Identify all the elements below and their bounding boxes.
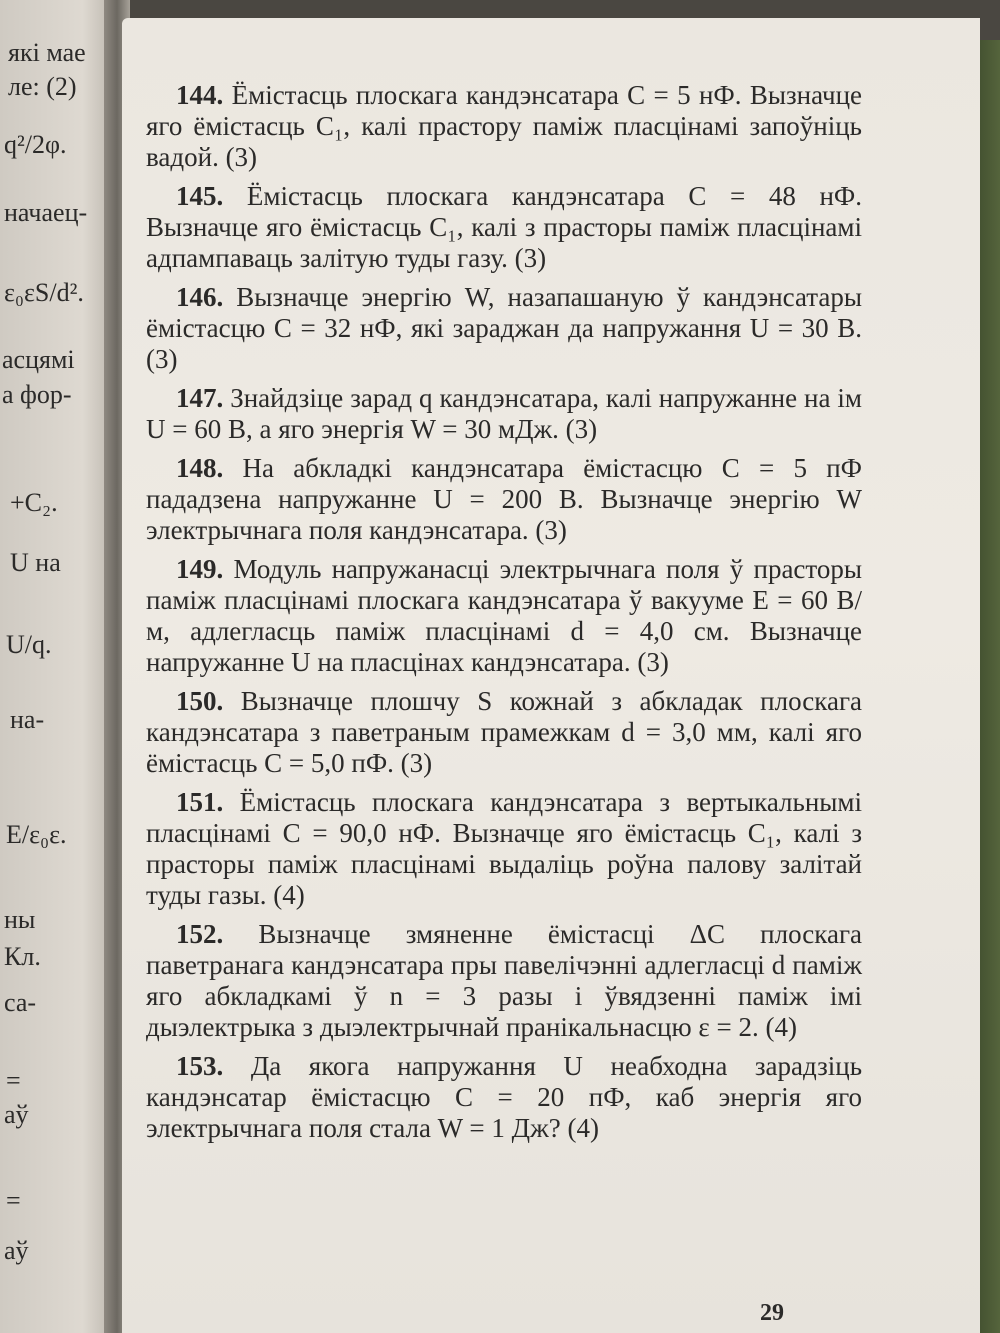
- left-fragment: начаец-: [4, 198, 88, 227]
- problem-number: 153.: [176, 1051, 224, 1081]
- problem-152: [146, 919, 862, 1043]
- problem-150: [146, 686, 862, 779]
- problem-number: 150.: [176, 686, 224, 716]
- problem-text: Знайдзіце зарад q кандэнсатара, калі напружанне на ім U = 60 В, а яго энергія W = 30 мДж. (3): [146, 383, 862, 444]
- left-fragment: ε₀εS/d².: [4, 278, 84, 307]
- problem-number: 147.: [176, 383, 224, 413]
- left-page: [0, 0, 118, 1333]
- problem-144: [146, 80, 862, 173]
- problem-text: Вызначце энергію W, назапашаную ў кандэнсатары ёмістасцю C = 32 нФ, які зараджан да напружання U = 30 В. (3): [146, 282, 863, 374]
- problem-153: [146, 1051, 862, 1144]
- left-fragment: =: [6, 1186, 21, 1215]
- left-fragment: q²/2φ.: [4, 130, 67, 159]
- problem-151: [146, 787, 862, 911]
- left-fragment: са-: [4, 988, 37, 1017]
- problem-text: Вызначце плошчу S кожнай з абкладак плоскага кандэнсатара з паветраным прамежкам d = 3,0 мм, калі яго ёмістасць C = 5,0 пФ. (3): [146, 686, 863, 778]
- problem-list: [146, 80, 862, 1152]
- left-fragment: +C₂.: [10, 488, 58, 517]
- problem-text: Ёмістасць плоскага кандэнсатара C = 48 нФ. Вызначце яго ёмістасць C₁, калі з прасторы паміж пласцінамі адпампаваць залітую туды газу. (3): [146, 181, 862, 273]
- problem-number: 152.: [176, 919, 224, 949]
- problem-145: [146, 181, 862, 274]
- left-fragment: на-: [10, 705, 45, 734]
- left-fragment: аў: [4, 1100, 29, 1129]
- problem-text: Модуль напружанасці электрычнага поля ў прасторы паміж пласцінамі плоскага кандэнсатара ў вакууме E = 60 В/м, адлегласць паміж пласцінамі d = 4,0 см. Вызначце напружанне U на пласцінах кандэнсатара. (3): [146, 554, 862, 677]
- left-fragment: U на: [10, 548, 61, 577]
- left-fragment: аў: [4, 1236, 29, 1265]
- left-fragment: які мае: [8, 38, 86, 67]
- page-number: 29: [760, 1300, 784, 1326]
- problem-text: Ёмістасць плоскага кандэнсатара C = 5 нФ. Вызначце яго ёмістасць C₁, калі прастору паміж пласцінамі запоўніць вадой. (3): [146, 80, 863, 172]
- left-fragment: Кл.: [4, 942, 41, 971]
- problem-148: [146, 453, 862, 546]
- problem-text: Вызначце змяненне ёмістасці ΔC плоскага паветранага кандэнсатара пры павелічэнні адлегласці d паміж яго абкладкамі ў n = 3 разы і ўвядзенні паміж імі дыэлектрыка з дыэлектрычнай пранікальнасцю ε = 2. (4): [146, 919, 863, 1042]
- problem-text: На абкладкі кандэнсатара ёмістасцю C = 5 пФ пададзена напружанне U = 200 В. Вызначце энергію W электрычнага поля кандэнсатара. (3): [146, 453, 863, 545]
- problem-number: 149.: [176, 554, 224, 584]
- problem-text: Ёмістасць плоскага кандэнсатара з вертыкальнымі пласцінамі C = 90,0 нФ. Вызначце яго ёмістасць C₁, калі з прасторы паміж пласцінамі выдаліць роўна палову залітай туды газы. (4): [146, 787, 863, 910]
- left-fragment: =: [6, 1066, 21, 1095]
- left-fragment: а фор-: [2, 380, 72, 409]
- left-fragment: ны: [4, 905, 36, 934]
- problem-number: 146.: [176, 282, 224, 312]
- problem-number: 148.: [176, 453, 224, 483]
- problem-number: 145.: [176, 181, 224, 211]
- problem-number: 144.: [176, 80, 224, 110]
- problem-147: [146, 383, 862, 445]
- left-fragment: асцямі: [2, 345, 75, 374]
- right-page: [122, 18, 980, 1333]
- problem-number: 151.: [176, 787, 224, 817]
- problem-146: [146, 282, 862, 375]
- problem-149: [146, 554, 862, 678]
- left-fragment: U/q.: [6, 630, 52, 659]
- problem-text: Да якога напружання U неабходна зарадзіць кандэнсатар ёмістасцю C = 20 пФ, каб энергія яго электрычнага поля стала W = 1 Дж? (4): [146, 1051, 863, 1143]
- left-fragment: E/ε₀ε.: [6, 820, 67, 849]
- left-fragment: ле: (2): [8, 72, 77, 101]
